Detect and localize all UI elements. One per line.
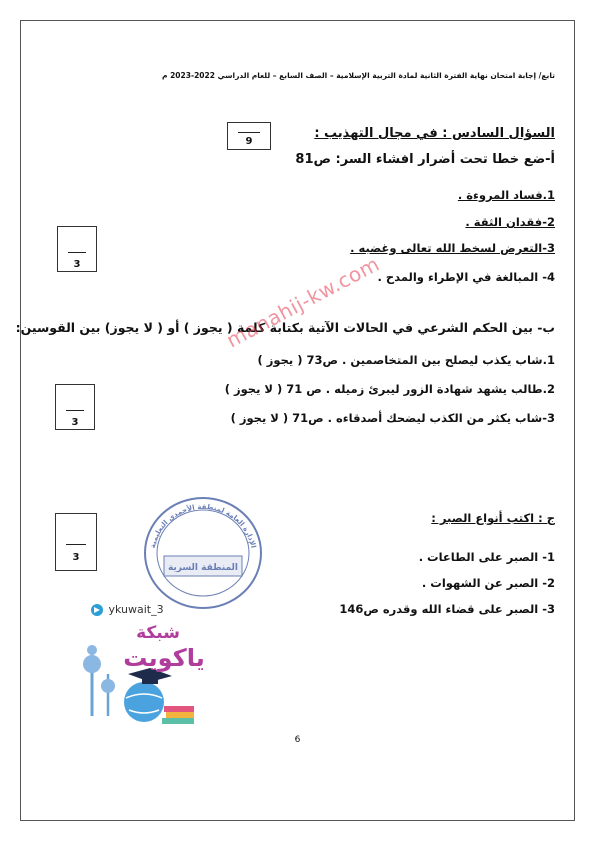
section-b-score-box: [55, 384, 95, 430]
section-c-item: 1- الصبر على الطاعات .: [418, 550, 555, 564]
score-blank: [66, 544, 86, 545]
section-b-item: 2.طالب يشهد شهادة الزور ليبرئ زميله . ص 71 ( لا يجوز ): [224, 382, 555, 396]
section-c-score: 3: [72, 552, 80, 563]
score-blank: [66, 410, 84, 411]
section-a-item: 2-فقدان الثقة .: [465, 215, 555, 229]
section-b-score: 3: [71, 417, 79, 428]
section-c-item: 3- الصبر على قضاء الله وقدره ص146: [339, 602, 555, 616]
logo-text-top: شبكة: [136, 623, 180, 643]
logo-text-main: ياكويت: [123, 644, 205, 672]
page-number: 6: [294, 735, 301, 745]
section-b-item: 3-شاب يكثر من الكذب ليضحك أصدقاءه . ص71 ( لا يجوز ): [230, 411, 555, 425]
section-a-item: 3-التعرض لسخط الله تعالى وغضبه .: [350, 241, 555, 255]
section-c-score-box: [55, 513, 97, 571]
section-a-score-box: [57, 226, 97, 272]
stamp-ring-text: الإدارة العامة لمنطقة الأحمدي التعليمية: [148, 502, 258, 549]
official-stamp: [142, 494, 264, 612]
section-a-item: 4- المبالغة في الإطراء والمدح .: [377, 270, 555, 284]
section-c-item: 2- الصبر عن الشهوات .: [421, 576, 555, 590]
telegram-handle-text: ykuwait_3: [108, 603, 164, 616]
section-a-score: 3: [73, 259, 81, 270]
site-logo: [74, 616, 214, 736]
telegram-icon: [91, 604, 103, 616]
section-c-title: ج : اكتب أنواع الصبر :: [431, 511, 555, 525]
section-b-item: 1.شاب يكذب ليصلح بين المتخاصمين . ص73 ( يجوز ): [257, 353, 555, 367]
question-title: السؤال السادس : في مجال التهذيب :: [314, 126, 555, 141]
total-score-box: [227, 122, 271, 150]
stamp-band-text: المنطقة السرية: [167, 563, 239, 573]
score-blank: [68, 252, 86, 253]
exam-header: تابع/ إجابة امتحان نهاية الفترة الثانية لمادة التربية الإسلامية – الصف السابع – للعام الدراسي 2022-2023 م: [161, 71, 555, 80]
section-a-title: أ-ضع خطا تحت أضرار افشاء السر: ص81: [295, 152, 555, 167]
section-b-title: ب- بين الحكم الشرعي في الحالات الآتية بكتابة كلمة ( يجوز ) أو ( لا يجوز) بين القوسين:: [15, 320, 555, 335]
section-a-item: 1.فساد المروءة .: [457, 188, 555, 202]
telegram-handle: [91, 603, 164, 616]
score-blank: [238, 132, 260, 133]
total-score: 9: [245, 136, 253, 147]
watermark-text: manahij-kw.com: [222, 251, 384, 353]
